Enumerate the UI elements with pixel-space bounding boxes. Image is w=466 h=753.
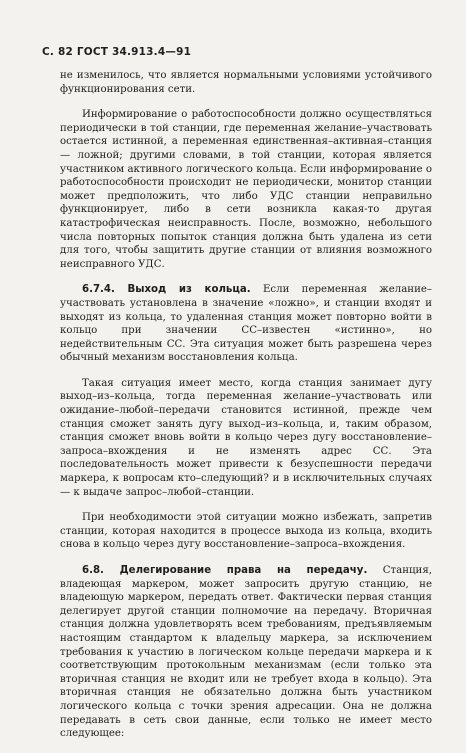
document-body: [60, 69, 432, 753]
paragraph-5: При необходимости этой ситуации можно избежать, запретив станции, которая находится в процессе выхода из кольца, входить снова в кольцо через дугу восстановление–запроса–вхождения.: [60, 512, 432, 551]
paragraph-3-section-6-7-4: 6.7.4. Выход из кольца. Если переменная желание–участвовать установлена в значение «ложно», и станции входят и выходят из кольца, то удаленная станция может повторно войти в кольцо при значении СС–известен «истинно», но недействительным СС. Эта ситуация может быть разрешена через обычный механизм восстановления кольца.: [60, 284, 433, 364]
paragraph-6-section-6-8: 6.8. Делегирование права на передачу. Станция, владеющая маркером, может запросить другую станцию, не владеющую маркером, передать ответ. Фактически первая станция делегирует другой станции полномочие на передачу. Вторичная станция должна удовлетворять всем требованиям, предъявляемым настоящим стандартом к владельцу маркера, за исключением требования к участию в логическом кольце передачи маркера и к соответствующим протокольным механизмам (если только эта вторичная станция не входит или не требует входа в кольцо). Эта вторичная станция не обязательно должна быть участником логического кольца с точки зрения адресации. Она не должна передавать в сеть свои данные, если только не имеет место следующее:: [60, 565, 432, 740]
section-heading-6-8: 6.8. Делегирование права на передачу.: [82, 565, 368, 576]
page-header: С. 82 ГОСТ 34.913.4—91: [42, 46, 192, 58]
paragraph-2: Информирование о работоспособности должно осуществляться периодически в той станции, где переменная желание–участвовать остается истинной, а переменная единственная–активная–станция — ложной; другими словами, в той станции, которая является участником активного логического кольца. Если информирование о работоспособности происходит не периодически, монитор станции может предположить, что либо УДС станции неправильно функционирует, либо в сети возникла какая-то другая катастрофическая неисправность. После, возможно, небольшого числа повторных попыток станция должна быть удалена из сети для того, чтобы защитить другие станции от влияния возможного неисправного УДС.: [60, 109, 432, 270]
section-heading-6-7-4: 6.7.4. Выход из кольца.: [82, 284, 251, 296]
paragraph-4: Такая ситуация имеет место, когда станция занимает дугу выход–из–кольца, тогда переменная желание–участвовать или ожидание–любой–передачи становится истинной, прежде чем станция сможет занять дугу выход–из–кольца, и, таким образом, станция сможет вновь войти в кольцо через дугу восстановление–запроса–вхождения и не изменять адрес СС. Эта последовательность может привести к безуспешности передачи маркера, к вопросам кто–следующий? и в исключительных случаях — к выдаче запрос–любой–станции.: [60, 377, 432, 498]
paragraph-1: не изменилось, что является нормальными условиями устойчивого функционирования сети.: [60, 70, 432, 95]
